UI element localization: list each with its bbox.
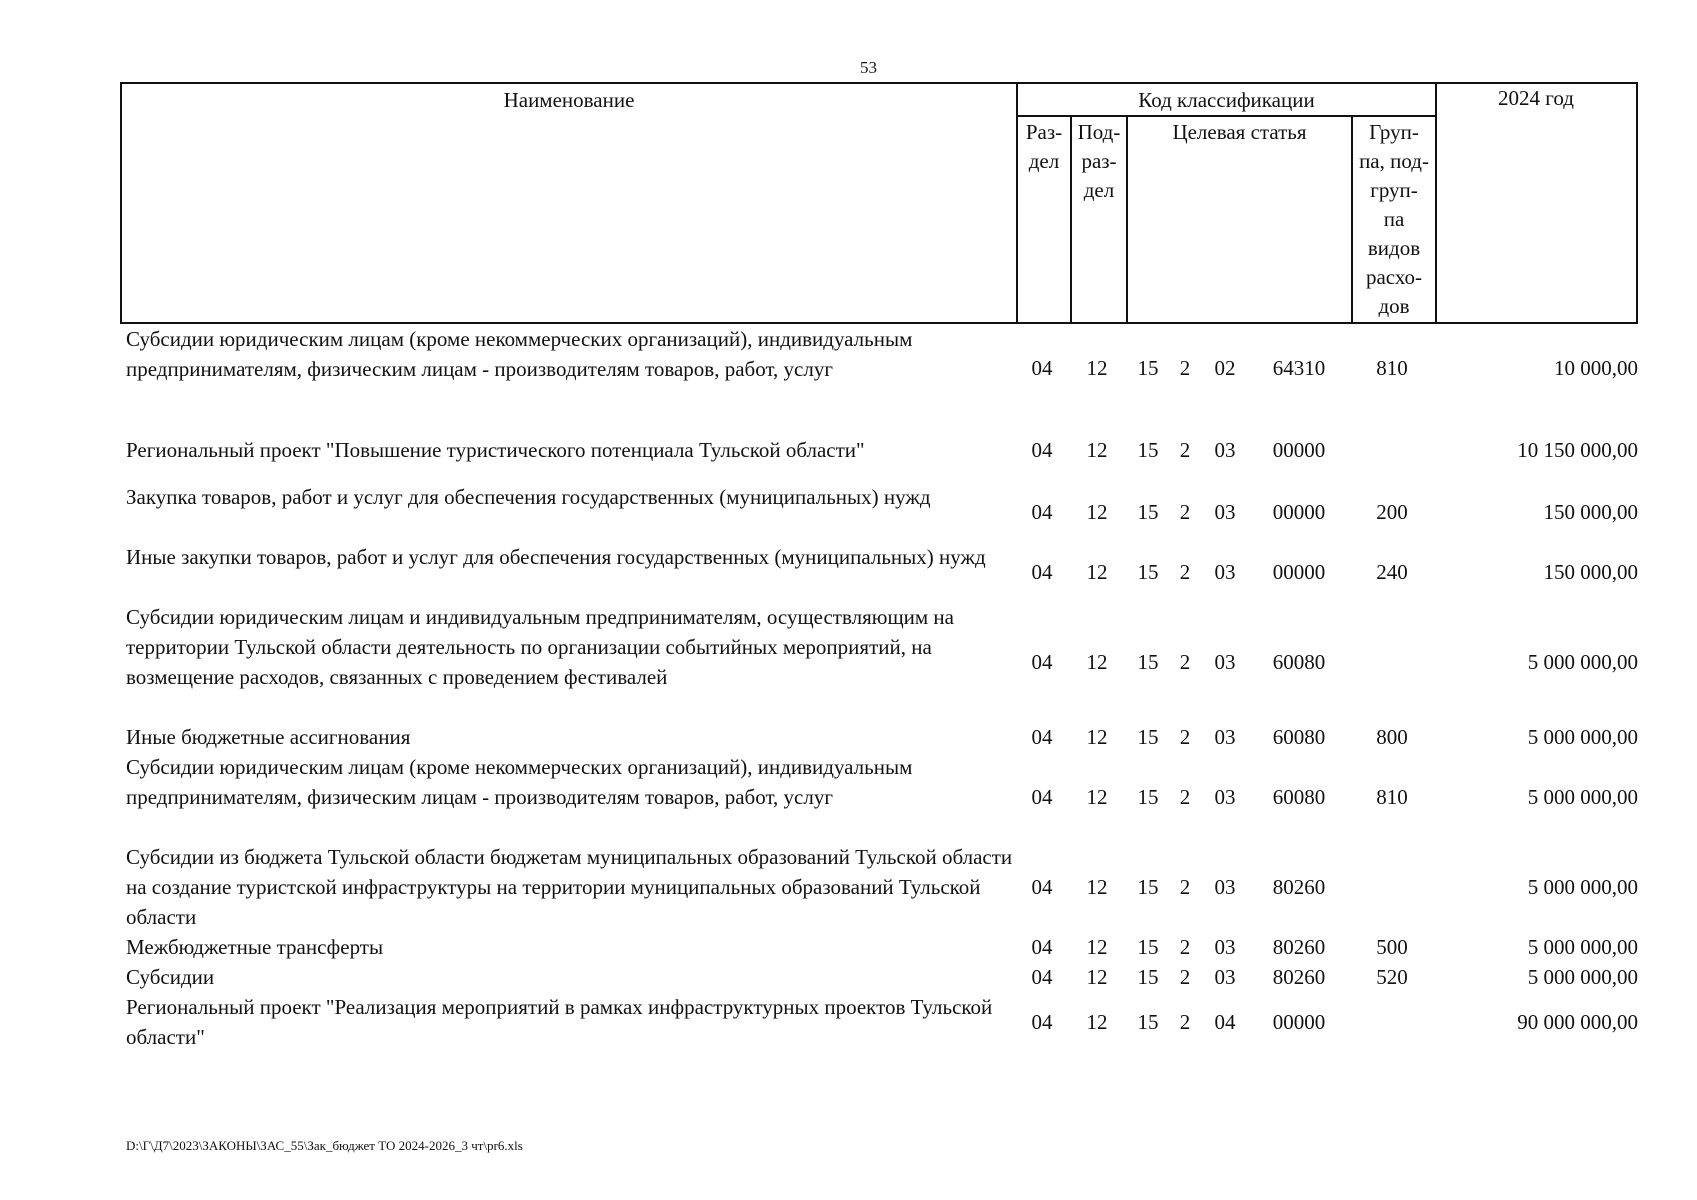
row-group: [1351, 992, 1433, 1052]
header-code-group: Код классификации: [1138, 88, 1315, 112]
row-target-direction: 60080: [1272, 650, 1326, 674]
row-amount: 5 000 000,00: [1527, 935, 1638, 959]
table-row: [0, 602, 1697, 722]
row-section: 04: [1031, 560, 1053, 584]
row-target-program: 15: [1137, 875, 1159, 899]
table-row: [0, 482, 1697, 542]
row-subsection: 12: [1086, 965, 1108, 989]
row-amount: 150 000,00: [1543, 560, 1638, 584]
row-amount: 10 150 000,00: [1517, 438, 1638, 462]
row-section: 04: [1031, 1010, 1053, 1034]
row-subsection: 12: [1086, 560, 1108, 584]
table-row: [0, 962, 1697, 992]
row-name: Региональный проект "Повышение туристического потенциала Тульской области": [126, 438, 865, 462]
row-group: 810: [1376, 785, 1408, 809]
table-row: [0, 422, 1697, 478]
row-name: Субсидии юридическим лицам (кроме некоммерческих организаций), индивидуальным предпринимателям, физическим лицам - производителям товаров, работ, услуг: [126, 327, 913, 381]
row-target-direction: 60080: [1272, 785, 1326, 809]
row-target-event: 03: [1214, 560, 1236, 584]
row-subsection: 12: [1086, 935, 1108, 959]
row-group: 500: [1376, 935, 1408, 959]
header-section: Раз- дел: [1025, 120, 1063, 173]
row-name: Субсидии из бюджета Тульской области бюджетам муниципальных образований Тульской области на создание туристской инфраструктуры на территории муниципальных образований Тульской области: [126, 845, 1013, 929]
table-header: [120, 82, 1638, 324]
row-amount: 90 000 000,00: [1517, 1010, 1638, 1034]
row-target-event: 03: [1214, 935, 1236, 959]
row-target-event: 03: [1214, 725, 1236, 749]
row-target-event: 03: [1214, 650, 1236, 674]
table-row: [0, 542, 1697, 602]
row-target-program: 15: [1137, 356, 1159, 380]
row-name: Региональный проект "Реализация мероприятий в рамках инфраструктурных проектов Тульской области": [126, 995, 993, 1049]
row-section: 04: [1031, 725, 1053, 749]
row-amount: 5 000 000,00: [1527, 650, 1638, 674]
row-target-program: 15: [1137, 935, 1159, 959]
header-target: Целевая статья: [1172, 120, 1307, 144]
row-section: 04: [1031, 935, 1053, 959]
table-row: [0, 932, 1697, 962]
header-name: Наименование: [503, 88, 635, 112]
row-target-type: 2: [1179, 875, 1191, 899]
row-section: 04: [1031, 650, 1053, 674]
row-group: 200: [1376, 500, 1408, 524]
divider-group: [1435, 84, 1437, 322]
row-name: Иные закупки товаров, работ и услуг для обеспечения государственных (муниципальных) нужд: [126, 545, 986, 569]
row-target-type: 2: [1179, 965, 1191, 989]
row-subsection: 12: [1086, 650, 1108, 674]
row-target-program: 15: [1137, 785, 1159, 809]
row-section: 04: [1031, 965, 1053, 989]
row-section: 04: [1031, 500, 1053, 524]
header-group: Груп- па, под- груп- па видов расхо- дов: [1359, 120, 1429, 318]
row-target-direction: 00000: [1272, 560, 1326, 584]
row-section: 04: [1031, 356, 1053, 380]
row-target-direction: 00000: [1272, 1010, 1326, 1034]
row-amount: 5 000 000,00: [1527, 875, 1638, 899]
row-amount: 5 000 000,00: [1527, 965, 1638, 989]
row-target-type: 2: [1179, 1010, 1191, 1034]
row-group: [1351, 422, 1433, 478]
row-target-program: 15: [1137, 1010, 1159, 1034]
row-name: Иные бюджетные ассигнования: [126, 725, 411, 749]
row-target-type: 2: [1179, 725, 1191, 749]
row-target-event: 03: [1214, 785, 1236, 809]
row-name: Субсидии юридическим лицам и индивидуальным предпринимателям, осуществляющим на территории Тульской области деятельность по организации событийных мероприятий, на возмещение расходов, связанных с проведением фестивалей: [126, 605, 954, 689]
divider-code-group: [1016, 115, 1436, 117]
row-target-type: 2: [1179, 935, 1191, 959]
row-target-program: 15: [1137, 650, 1159, 674]
table-body: [0, 324, 1697, 1052]
row-target-program: 15: [1137, 560, 1159, 584]
row-target-type: 2: [1179, 500, 1191, 524]
row-target-type: 2: [1179, 650, 1191, 674]
row-section: 04: [1031, 875, 1053, 899]
row-name: Закупка товаров, работ и услуг для обеспечения государственных (муниципальных) нужд: [126, 485, 931, 509]
row-subsection: 12: [1086, 438, 1108, 462]
row-subsection: 12: [1086, 785, 1108, 809]
row-subsection: 12: [1086, 1010, 1108, 1034]
row-target-program: 15: [1137, 438, 1159, 462]
row-subsection: 12: [1086, 725, 1108, 749]
row-target-type: 2: [1179, 438, 1191, 462]
row-target-event: 02: [1214, 356, 1236, 380]
row-name: Межбюджетные трансферты: [126, 935, 384, 959]
row-group: [1351, 842, 1433, 932]
row-target-type: 2: [1179, 560, 1191, 584]
row-section: 04: [1031, 785, 1053, 809]
row-group: 800: [1376, 725, 1408, 749]
row-group: 810: [1376, 356, 1408, 380]
row-subsection: 12: [1086, 875, 1108, 899]
row-target-event: 03: [1214, 965, 1236, 989]
row-amount: 150 000,00: [1543, 500, 1638, 524]
row-target-direction: 60080: [1272, 725, 1326, 749]
table-row: [0, 992, 1697, 1052]
row-group: 240: [1376, 560, 1408, 584]
row-name: Субсидии: [126, 965, 215, 989]
row-target-event: 03: [1214, 500, 1236, 524]
table-row: [0, 324, 1697, 412]
row-target-type: 2: [1179, 356, 1191, 380]
row-target-event: 04: [1214, 1010, 1236, 1034]
row-amount: 5 000 000,00: [1527, 725, 1638, 749]
table-row: [0, 752, 1697, 842]
row-target-direction: 80260: [1272, 935, 1326, 959]
row-target-program: 15: [1137, 965, 1159, 989]
header-subsection: Под- раз- дел: [1077, 120, 1121, 202]
row-group: 520: [1376, 965, 1408, 989]
page-number: 53: [860, 58, 877, 77]
table-row: [0, 722, 1697, 752]
row-subsection: 12: [1086, 356, 1108, 380]
row-subsection: 12: [1086, 500, 1108, 524]
file-path-footer: D:\Г\Д7\2023\ЗАКОНЫ\ЗАС_55\Зак_бюджет ТО 2024-2026_3 чт\pr6.xls: [126, 1138, 523, 1153]
row-target-direction: 64310: [1272, 356, 1326, 380]
row-target-event: 03: [1214, 438, 1236, 462]
table-row: [0, 842, 1697, 932]
row-group: [1351, 602, 1433, 722]
row-target-event: 03: [1214, 875, 1236, 899]
row-target-direction: 80260: [1272, 965, 1326, 989]
row-amount: 10 000,00: [1554, 356, 1638, 380]
row-section: 04: [1031, 438, 1053, 462]
header-year: 2024 год: [1498, 86, 1574, 110]
row-target-type: 2: [1179, 785, 1191, 809]
row-target-direction: 80260: [1272, 875, 1326, 899]
row-target-direction: 00000: [1272, 438, 1326, 462]
row-amount: 5 000 000,00: [1527, 785, 1638, 809]
row-target-program: 15: [1137, 500, 1159, 524]
row-name: Субсидии юридическим лицам (кроме некоммерческих организаций), индивидуальным предпринимателям, физическим лицам - производителям товаров, работ, услуг: [126, 755, 913, 809]
row-target-direction: 00000: [1272, 500, 1326, 524]
row-target-program: 15: [1137, 725, 1159, 749]
